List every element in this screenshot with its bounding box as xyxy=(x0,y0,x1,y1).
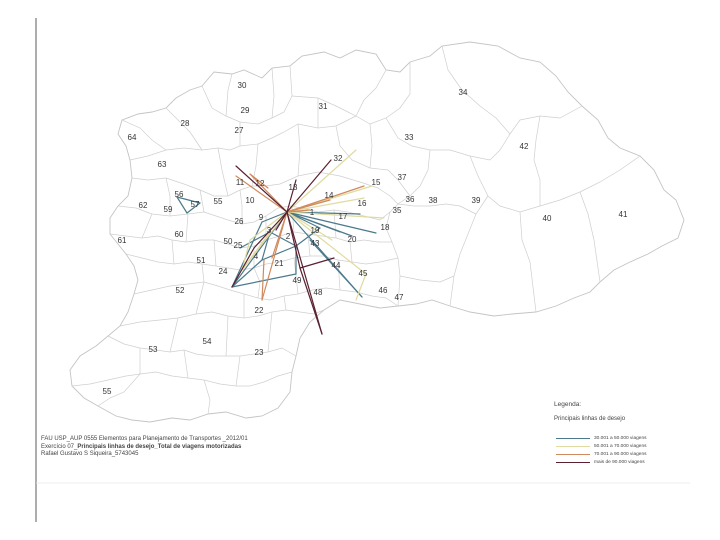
zone-label: 1 xyxy=(309,208,315,217)
zone-label: 23 xyxy=(254,348,264,357)
course-line: FAU USP_AUP 0555 Elementos para Planejamento de Transportes _2012/01 xyxy=(41,436,248,442)
zone-label: 34 xyxy=(458,88,468,97)
zone-label: 12 xyxy=(255,179,265,188)
zone-label: 49 xyxy=(292,276,302,285)
zone-label: 30 xyxy=(237,81,247,90)
zone-labels xyxy=(103,81,628,396)
legend-row xyxy=(554,434,694,442)
zone-label: 63 xyxy=(157,160,167,169)
zone-label: 29 xyxy=(240,106,250,115)
zone-label: 53 xyxy=(148,345,158,354)
legend-label: 30.001 a 50.000 viagens xyxy=(594,435,647,441)
zone-label: 22 xyxy=(254,306,264,315)
zone-label: 48 xyxy=(313,288,323,297)
zone-label: 33 xyxy=(404,133,414,142)
zone-label: 54 xyxy=(202,337,212,346)
zone-label: 50 xyxy=(223,237,233,246)
zone-label: 46 xyxy=(378,286,388,295)
legend-swatch xyxy=(556,462,590,463)
zone-label: 59 xyxy=(163,205,173,214)
zone-label: 27 xyxy=(234,126,244,135)
zone-label: 40 xyxy=(542,214,552,223)
zone-label: 43 xyxy=(310,239,320,248)
zone-label: 41 xyxy=(618,210,628,219)
zone-label: 47 xyxy=(394,293,404,302)
exercise-prefix: Exercício 07_ xyxy=(41,443,78,450)
zone-label: 38 xyxy=(428,196,438,205)
zone-boundaries xyxy=(72,46,640,414)
title-block xyxy=(41,436,341,459)
zone-label: 11 xyxy=(235,178,245,187)
legend-swatch xyxy=(556,438,590,439)
legend-row xyxy=(554,458,694,466)
legend-row xyxy=(554,450,694,458)
zone-label: 61 xyxy=(117,236,127,245)
author-line: Rafael Gustavo S Siqueira_5743045 xyxy=(41,451,139,457)
zone-label: 39 xyxy=(471,196,481,205)
legend xyxy=(554,401,694,466)
exercise-title: Principais linhas de desejo_Total de viagens motorizadas xyxy=(77,443,242,450)
zone-label: 32 xyxy=(333,154,343,163)
zone-label: 60 xyxy=(174,230,184,239)
zone-label: 31 xyxy=(318,102,328,111)
zone-label: 45 xyxy=(358,269,368,278)
zone-label: 55 xyxy=(213,197,223,206)
zone-label: 55 xyxy=(102,387,112,396)
zone-label: 57 xyxy=(190,200,200,209)
zone-label: 35 xyxy=(392,206,402,215)
zone-label: 52 xyxy=(175,286,185,295)
legend-label: mais de 90.000 viagens xyxy=(594,459,645,465)
zone-label: 16 xyxy=(357,199,367,208)
zone-label: 2 xyxy=(285,232,291,241)
zone-label: 36 xyxy=(405,195,415,204)
legend-title: Legenda: xyxy=(554,401,582,408)
zone-label: 17 xyxy=(338,212,348,221)
zone-label: 44 xyxy=(331,261,341,270)
zone-label: 51 xyxy=(196,256,206,265)
legend-subtitle: Principais linhas de desejo xyxy=(554,416,626,422)
zone-label: 20 xyxy=(347,235,357,244)
zone-label: 62 xyxy=(138,201,148,210)
exercise-line xyxy=(41,444,341,452)
legend-swatch xyxy=(556,454,590,455)
zone-label: 18 xyxy=(380,223,390,232)
legend-row xyxy=(554,442,694,450)
zone-label: 9 xyxy=(258,213,264,222)
legend-label: 50.001 a 70.000 viagens xyxy=(594,443,647,449)
zone-label: 10 xyxy=(245,196,255,205)
legend-swatch xyxy=(556,446,590,447)
zone-label: 56 xyxy=(174,190,184,199)
zone-label: 19 xyxy=(310,226,320,235)
zone-label: 21 xyxy=(274,259,284,268)
zone-label: 64 xyxy=(127,133,137,142)
zone-label: 15 xyxy=(371,178,381,187)
zone-label: 26 xyxy=(234,217,244,226)
zone-label: 14 xyxy=(324,191,334,200)
zone-label: 13 xyxy=(288,183,298,192)
zone-label: 25 xyxy=(233,241,243,250)
zone-label: 4 xyxy=(253,252,259,261)
zone-label: 3 xyxy=(266,226,272,235)
legend-label: 70.001 a 90.000 viagens xyxy=(594,451,647,457)
zone-label: 24 xyxy=(218,267,228,276)
zone-label: 42 xyxy=(519,142,529,151)
zone-label: 37 xyxy=(397,173,407,182)
zone-label: 28 xyxy=(180,119,190,128)
